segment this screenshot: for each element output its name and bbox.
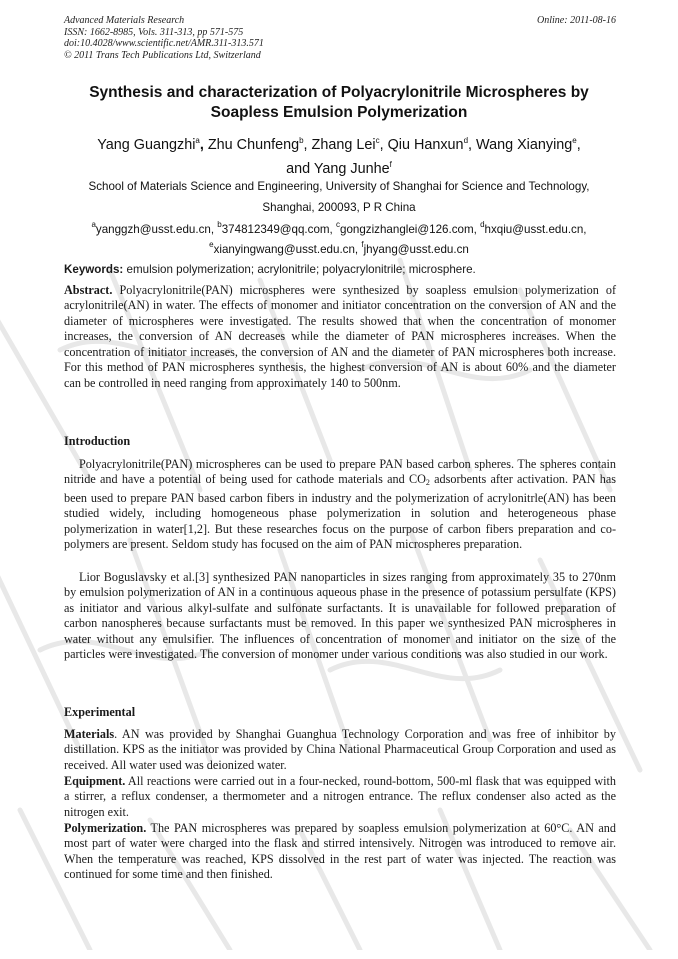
journal-header — [64, 15, 616, 61]
author-name: Zhu Chunfeng — [207, 137, 300, 153]
author-marker: d — [463, 136, 469, 145]
co2-subscript: 2 — [425, 478, 430, 488]
email-marker: e — [209, 240, 214, 249]
abstract — [64, 283, 616, 391]
affiliation — [40, 176, 638, 218]
author-marker: a — [195, 136, 200, 145]
paper-title — [40, 83, 638, 123]
author-marker: e — [572, 136, 577, 145]
abstract-label: Abstract. — [64, 283, 113, 297]
online-date: Online: 2011-08-16 — [537, 15, 616, 26]
author-name: Wang Xianying — [476, 137, 573, 153]
email-marker: a — [91, 220, 96, 229]
email-marker: d — [480, 220, 485, 229]
email-address: jhyang@usst.edu.cn — [363, 243, 469, 256]
materials-text: . AN was provided by Shanghai Guanghua Technology Corporation and was free of inhibitor by distillation. KPS as the initiator was provided by China National Pharmaceutical Group Corporation and used as received. All water used was deionized water. — [64, 727, 616, 772]
polymerization-paragraph — [64, 821, 616, 883]
email-address: xianyingwang@usst.edu.cn, — [213, 243, 359, 256]
intro-p1-text-cont: adsorbents after activation. PAN has been used to prepare PAN based carbon fibers in industry and the polymerization of acrylonitrle(AN) has been studied widely, including homogeneous phase polymerization in solution and heterogeneous phase polymerization in water[1,2]. But these researches focus on the purpose of carbon fibers preparation and co-polymers are present. Seldom study has focused on the aim of PAN microspheres preparation. — [64, 472, 617, 552]
author-marker: f — [389, 160, 392, 169]
doi-line: doi:10.4028/www.scientific.net/AMR.311-313.571 — [64, 38, 264, 49]
email-address: yanggzh@usst.edu.cn, — [95, 223, 215, 236]
author-name: Zhang Lei — [311, 137, 376, 153]
author-name: Qiu Hanxun — [387, 137, 464, 153]
author-marker: b — [299, 136, 304, 145]
abstract-text: Polyacrylonitrile(PAN) microspheres were synthesized by soapless emulsion polymerization of acrylonitrile(AN) in water. The effects of monomer and initiator concentration on the conversion of AN and the diameter of microspheres were investigated. The results showed that when the concentration of monomer increases, the conversion of AN decreases while the diameter of PAN microspheres increases. When the concentration of initiator increases, the conversion of AN and the diameter of PAN microspheres both increase. For this method of PAN microspheres synthesis, the highest conversion of AN is about 60% and the diameter can be controlled in need ranging from approximately 140 to 500nm. — [64, 283, 617, 390]
email-marker: c — [336, 220, 341, 229]
introduction-paragraph-2: Lior Boguslavsky et al.[3] synthesized PAN nanoparticles in sizes ranging from approximately 35 to 270nm by emulsion polymerization of AN in a continuous aqueous phase in the presence of potassium persulfate (KPS) as initiator and various alkyl-sulfate and sulfonate surfactants. It is unavailable for followed preparation of carbon nanospheres because surfactants must be removed. In this paper we synthesized PAN microspheres in water without any emulsifier. The influences of concentration of monomer and initiator on the size of the particles were investigated. The conversion of monomer under various conditions was also studied in our work. — [64, 570, 616, 662]
intro-p1-text: Polyacrylonitrile(PAN) microspheres can be used to prepare PAN based carbon spheres. The spheres contain nitride and have a potential of being used for cathode materials and CO — [64, 457, 616, 487]
email-marker: f — [361, 240, 364, 249]
email-marker: b — [217, 220, 222, 229]
title-line-1: Synthesis and characterization of Polyacrylonitrile Microspheres by — [89, 84, 589, 101]
introduction-paragraph-1 — [64, 457, 616, 553]
polymerization-label: Polymerization. — [64, 821, 147, 835]
journal-name: Advanced Materials Research — [64, 15, 185, 26]
email-address: hxqiu@usst.edu.cn, — [484, 223, 587, 236]
email-address: 374812349@qq.com, — [221, 223, 333, 236]
section-heading-experimental: Experimental — [64, 705, 136, 719]
copyright-line: © 2011 Trans Tech Publications Ltd, Switzerland — [64, 49, 261, 61]
keywords-text: emulsion polymerization; acrylonitrile; polyacrylonitrile; microsphere. — [126, 263, 476, 276]
affiliation-line-1: School of Materials Science and Engineering, University of Shanghai for Science and Technology, — [88, 180, 590, 193]
title-line-2: Soapless Emulsion Polymerization — [210, 104, 468, 121]
equipment-label: Equipment. — [64, 774, 126, 788]
affiliation-line-2: Shanghai, 200093, P R China — [262, 201, 416, 214]
materials-paragraph — [64, 727, 616, 773]
keywords-label: Keywords: — [64, 263, 124, 276]
issn-line: ISSN: 1662-8985, Vols. 311-313, pp 571-575 — [64, 26, 244, 38]
author-marker: c — [375, 136, 380, 145]
materials-label: Materials — [64, 727, 115, 741]
email-address: gongzizhanglei@126.com, — [340, 223, 477, 236]
keywords — [64, 263, 616, 277]
section-heading-introduction: Introduction — [64, 434, 131, 448]
equipment-text: All reactions were carried out in a four-necked, round-bottom, 500-ml flask that was equipped with a stirrer, a reflux condenser, a thermometer and a nitrogen entrance. The reflux condenser also acted as the nitrogen exit. — [64, 774, 616, 819]
author-name: Yang Guangzhi — [97, 137, 196, 153]
author-name: and Yang Junhe — [286, 161, 390, 177]
author-emails — [40, 217, 638, 257]
equipment-paragraph — [64, 774, 616, 820]
polymerization-text: The PAN microspheres was prepared by soapless emulsion polymerization at 60°C. AN and most part of water were charged into the flask and stirred intensively. Nitrogen was introduced to remove air. When the temperature was reached, KPS dissolved in the rest part of water was injected. The reaction was continued for some time and then finished. — [64, 821, 616, 882]
author-list: Yang Guangzhi$^a$, Zhu Chunfeng$^b$, Zhang Lei$^c$, Qiu Hanxun$^d$, Wang Xianying$^e$, and Yang Junhe$^f$ — [97, 136, 581, 177]
